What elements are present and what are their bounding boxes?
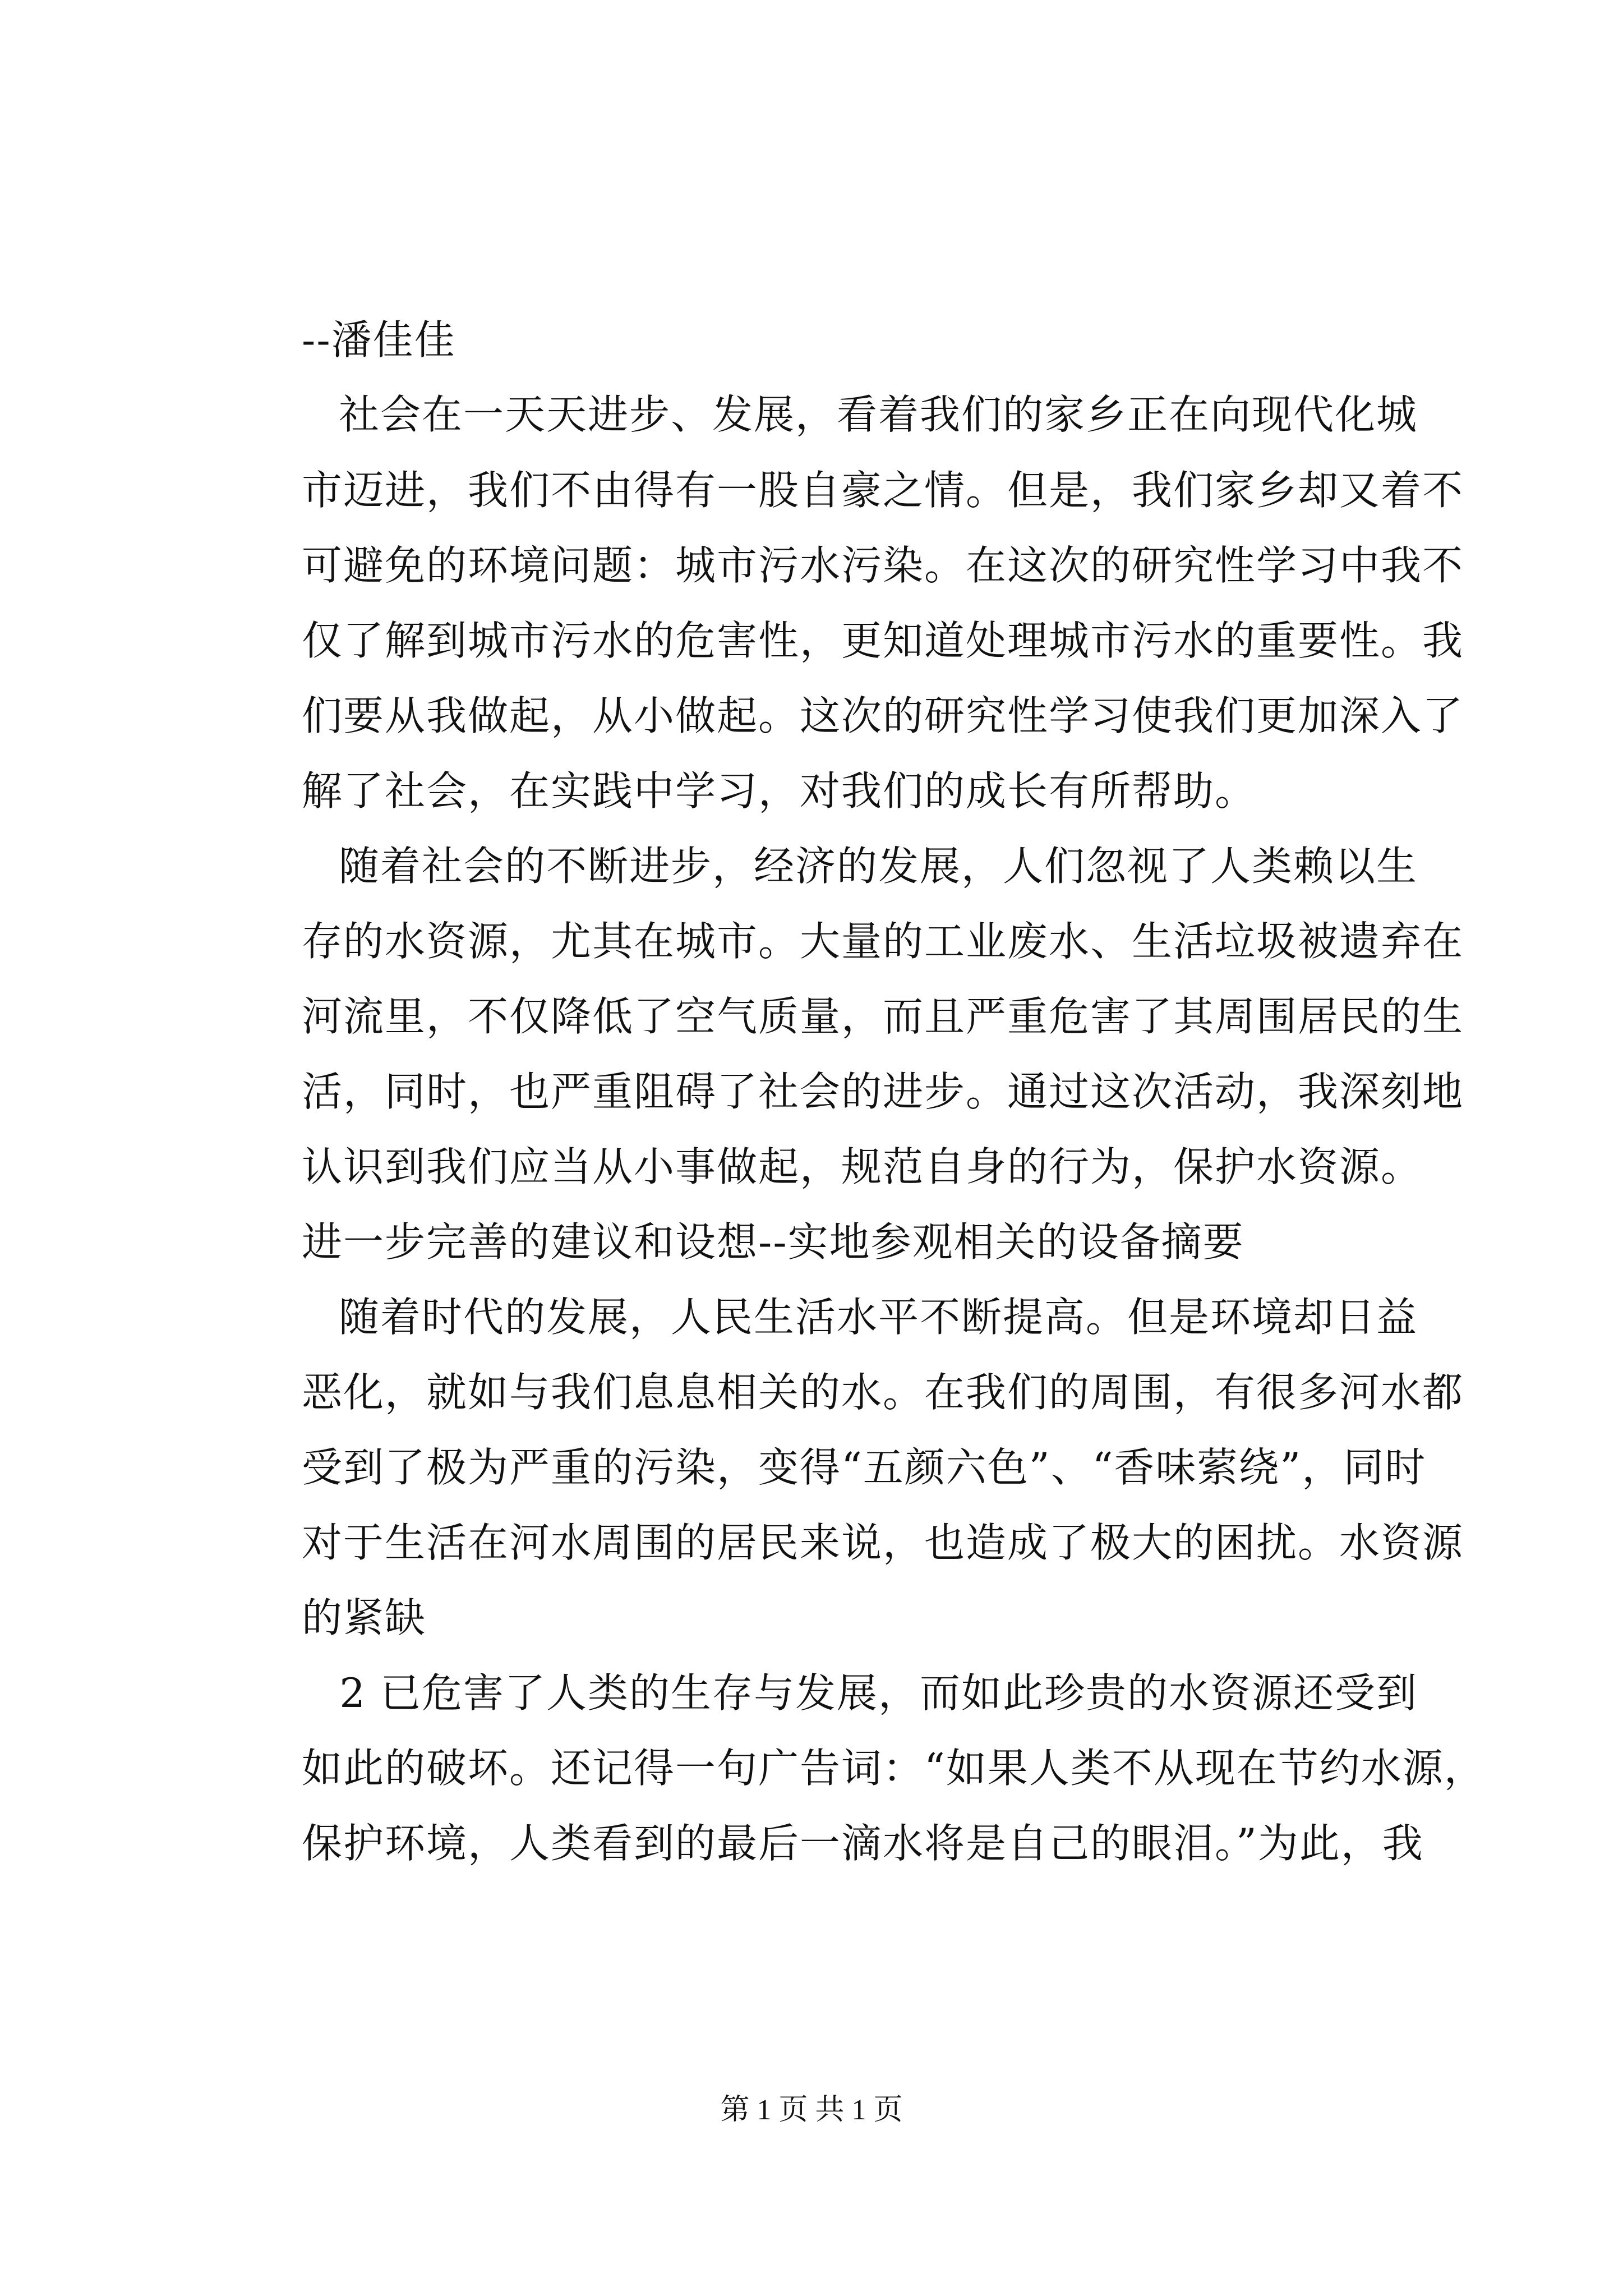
paragraph-line: 们要从我做起，从小做起。这次的研究性学习使我们更加深入了 bbox=[302, 692, 1464, 739]
paragraph-line: 存的水资源，尤其在城市。大量的工业废水、生活垃圾被遗弃在 bbox=[302, 918, 1464, 965]
page-footer: 第 1 页 共 1 页 bbox=[720, 2094, 903, 2126]
author-line: --潘佳佳 bbox=[302, 316, 456, 364]
paragraph-line: 恶化，就如与我们息息相关的水。在我们的周围，有很多河水都 bbox=[302, 1369, 1464, 1416]
paragraph-line: 河流里，不仅降低了空气质量，而且严重危害了其周围居民的生 bbox=[302, 993, 1464, 1040]
paragraph-line: 2 已危害了人类的生存与发展，而如此珍贵的水资源还受到 bbox=[339, 1669, 1418, 1717]
paragraph-line: 随着时代的发展，人民生活水平不断提高。但是环境却日益 bbox=[338, 1294, 1418, 1341]
paragraph-line: 的紧缺 bbox=[302, 1594, 427, 1641]
paragraph-line: 认识到我们应当从小事做起，规范自身的行为，保护水资源。 bbox=[302, 1143, 1423, 1190]
section-heading: 进一步完善的建议和设想--实地参观相关的设备摘要 bbox=[302, 1218, 1244, 1266]
paragraph-line: 仅了解到城市污水的危害性，更知道处理城市污水的重要性。我 bbox=[302, 617, 1464, 664]
paragraph-line: 活，同时，也严重阻碍了社会的进步。通过这次活动，我深刻地 bbox=[302, 1068, 1464, 1115]
paragraph-line: 对于生活在河水周围的居民来说，也造成了极大的困扰。水资源 bbox=[302, 1519, 1464, 1566]
paragraph-line: 可避免的环境问题：城市污水污染。在这次的研究性学习中我不 bbox=[302, 542, 1464, 589]
paragraph-line: 市迈进，我们不由得有一股自豪之情。但是，我们家乡却又着不 bbox=[302, 467, 1464, 514]
paragraph-line: 随着社会的不断进步，经济的发展，人们忽视了人类赖以生 bbox=[338, 843, 1418, 890]
paragraph-line: 如此的破坏。还记得一句广告词：“如果人类不从现在节约水源， bbox=[302, 1745, 1486, 1792]
paragraph-line: 解了社会，在实践中学习，对我们的成长有所帮助。 bbox=[302, 767, 1257, 815]
paragraph-line: 社会在一天天进步、发展，看着我们的家乡正在向现代化城 bbox=[338, 391, 1418, 438]
paragraph-line: 保护环境，人类看到的最后一滴水将是自己的眼泪。”为此，我 bbox=[302, 1820, 1424, 1867]
paragraph-line: 受到了极为严重的污染，变得“五颜六色”、“香味萦绕”，同时 bbox=[302, 1444, 1427, 1491]
